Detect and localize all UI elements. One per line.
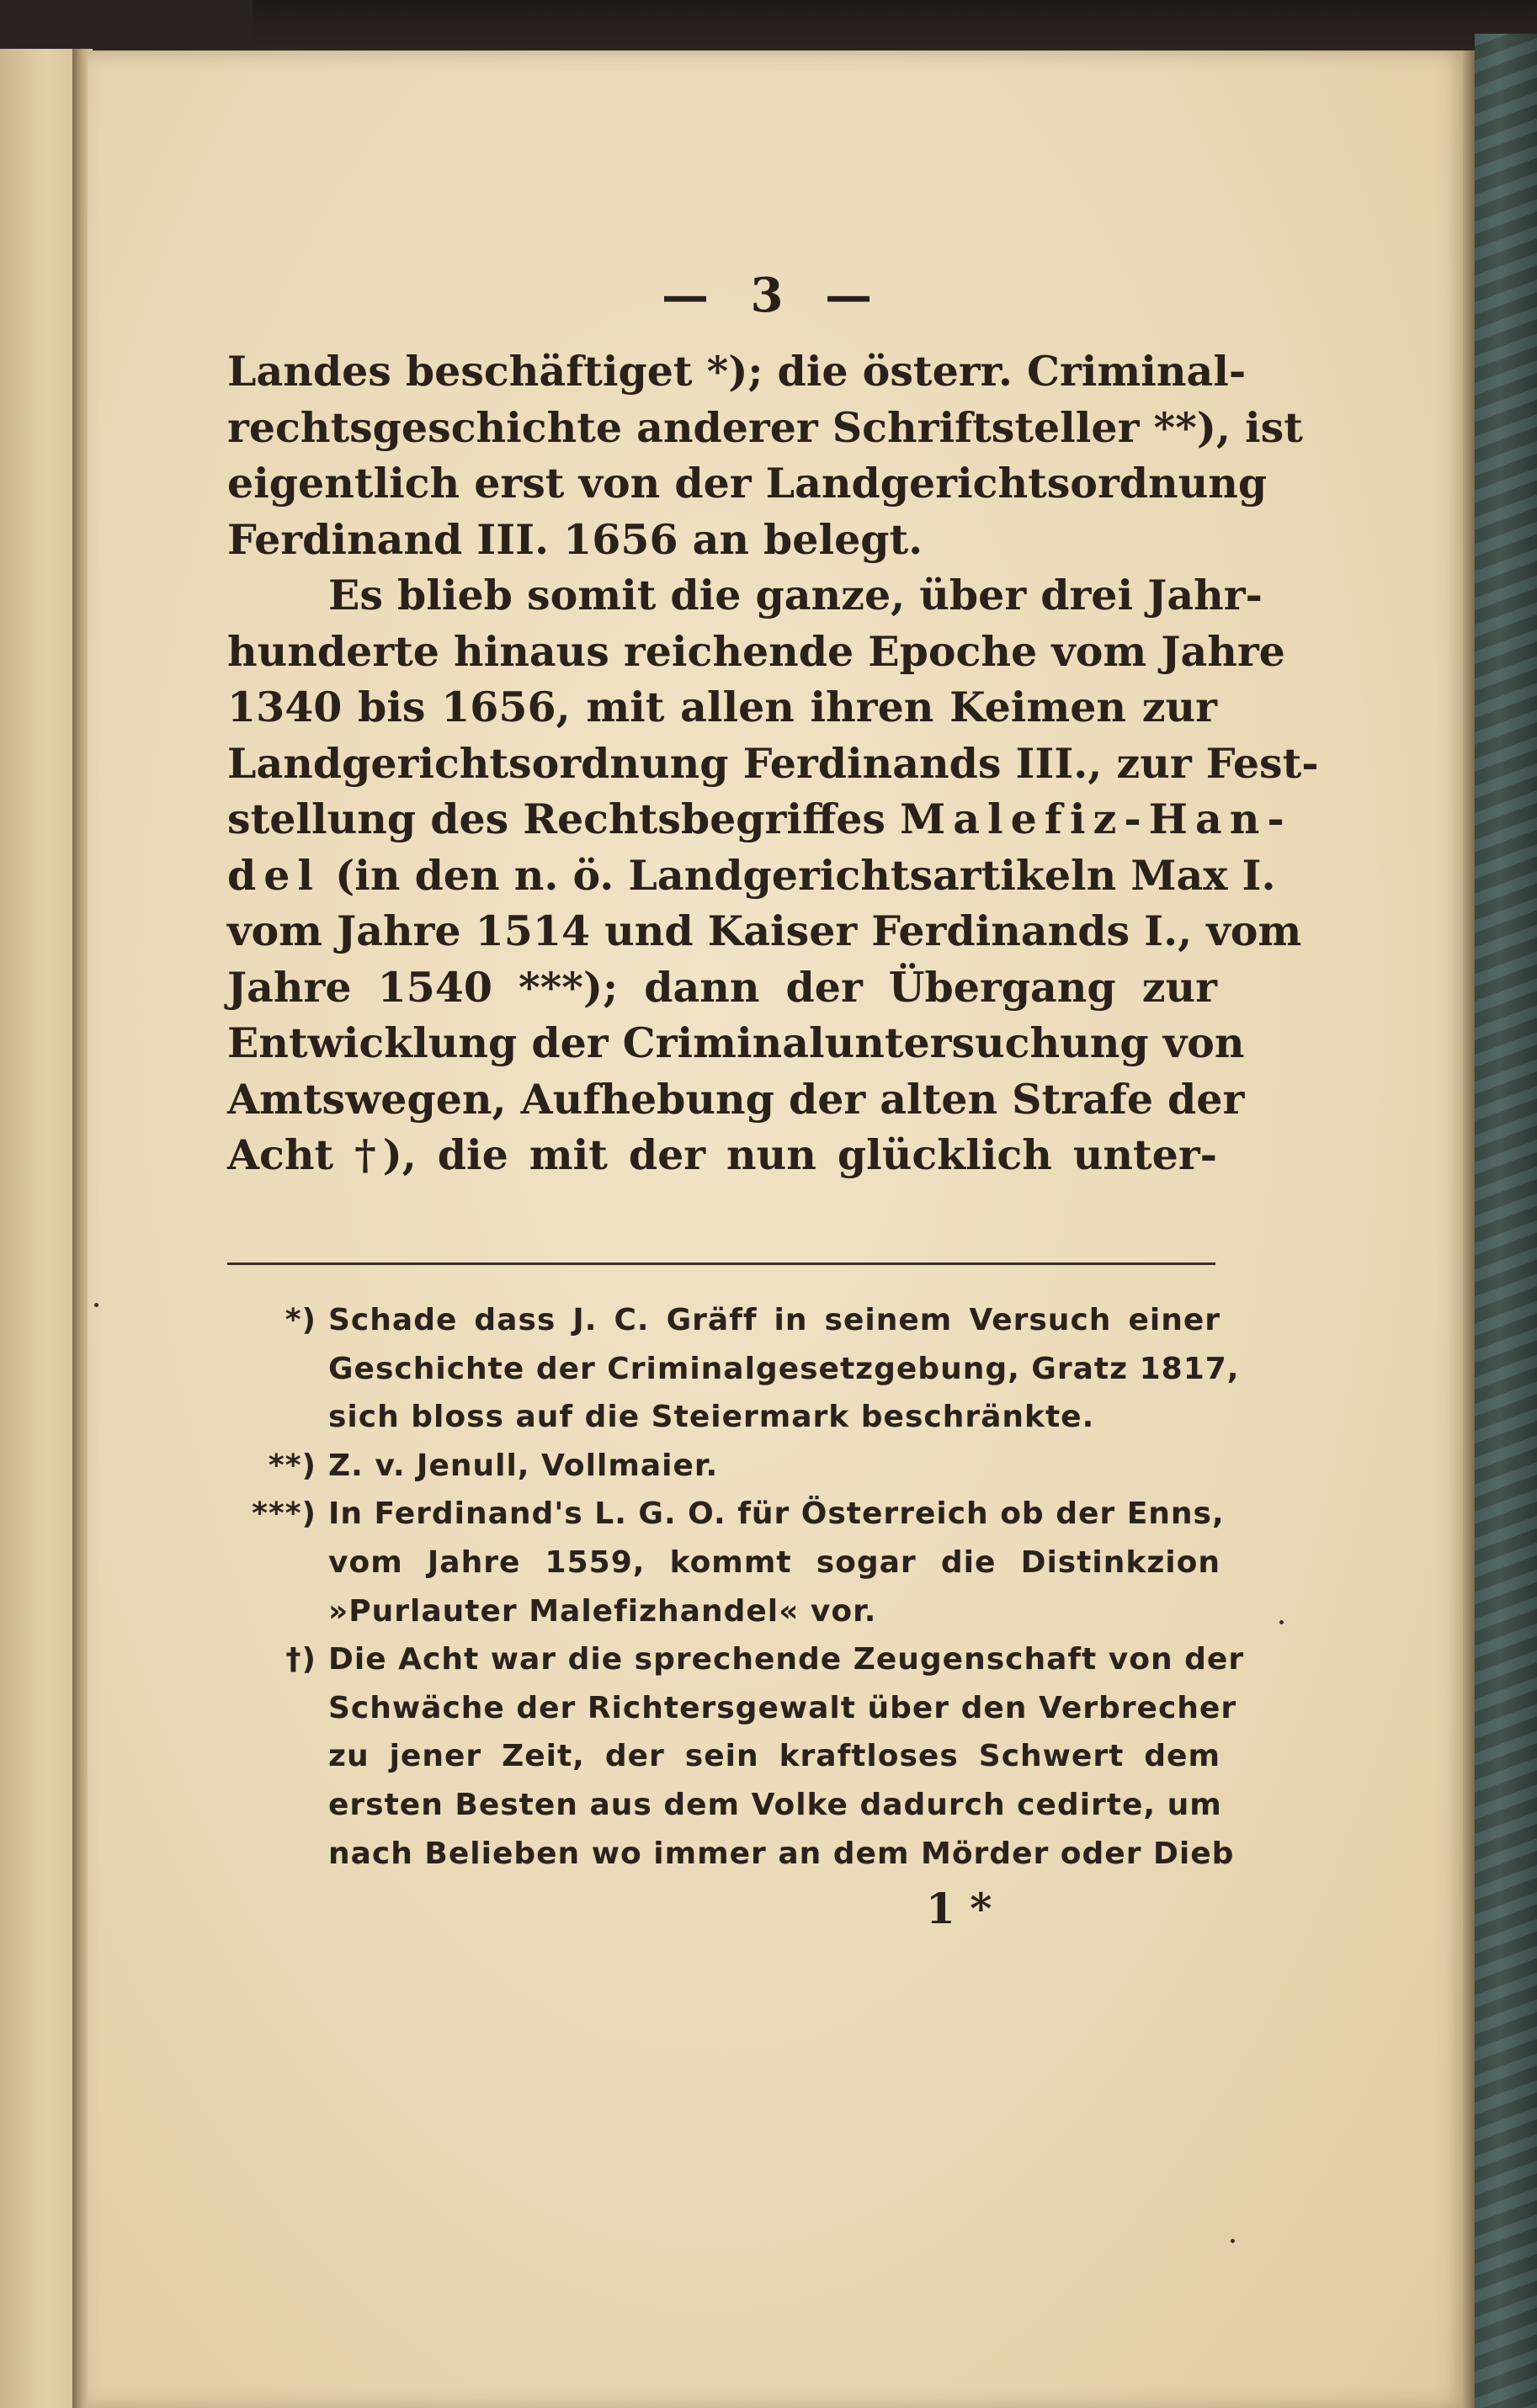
footnote-line: Schade dass J. C. Gräff in seinem Versuch einer: [328, 1303, 1221, 1337]
text-line: Landgerichtsordnung Ferdinands III., zur Fest-: [227, 738, 1319, 788]
main-text: [227, 343, 1319, 1183]
text-line: Landes beschäftiget *); die österr. Criminal-: [227, 347, 1247, 396]
footnote: [236, 1296, 1240, 1442]
text-line: vom Jahre 1514 und Kaiser Ferdinands I., vom: [227, 906, 1302, 955]
text-segment: (in den n. ö. Landgerichtsartikeln Max I.: [335, 850, 1276, 900]
footnote-line: nach Belieben wo immer an dem Mörder oder Dieb: [328, 1836, 1235, 1871]
text-line: rechtsgeschichte anderer Schriftsteller **), ist: [227, 402, 1303, 452]
header-dash-left: —: [662, 268, 713, 323]
paper-speck: [1279, 1620, 1284, 1624]
text-segment: stellung des Rechtsbegriffes: [227, 795, 886, 843]
scan-background-corner: [0, 0, 253, 47]
page-number: 3: [750, 268, 787, 323]
footnote-line: »Purlauter Malefizhandel« vor.: [328, 1593, 877, 1629]
footnote-mark: **): [268, 1448, 316, 1483]
text-line: Amtswegen, Aufhebung der alten Strafe der: [227, 1074, 1245, 1124]
footnotes: [236, 1296, 1245, 1878]
page-number-header: [0, 268, 1537, 323]
footnote-line: Schwäche der Richtersgewalt über den Verbrecher: [328, 1690, 1237, 1725]
text-line: Jahre 1540 ***); dann der Übergang zur: [227, 962, 1217, 1012]
facing-page-edge: [0, 49, 77, 2408]
text-line: Acht †), die mit der nun glücklich unter-: [227, 1130, 1217, 1179]
footnote-line: ersten Besten aus dem Volke dadurch cedirte, um: [328, 1787, 1222, 1822]
header-dash-right: —: [824, 268, 875, 323]
footnote-mark: ***): [252, 1496, 316, 1532]
footnote-divider: [227, 1262, 1215, 1265]
text-line: [227, 848, 1276, 904]
signature-mark: 1 *: [926, 1884, 992, 1933]
footnote-line: Die Acht war die sprechende Zeugenschaft von der: [328, 1642, 1245, 1677]
footnote: [236, 1490, 1225, 1635]
footnote-line: vom Jahre 1559, kommt sogar die Distinkzion: [328, 1544, 1221, 1580]
text-line: Ferdinand III. 1656 an belegt.: [227, 514, 923, 564]
text-line: Entwicklung der Criminaluntersuchung von: [227, 1018, 1245, 1067]
text-line: 1340 bis 1656, mit allen ihren Keimen zur: [227, 683, 1217, 731]
footnote-line: Geschichte der Criminalgesetzgebung, Gratz 1817,: [328, 1351, 1240, 1386]
paper-speck: [1231, 2239, 1235, 2243]
footnote-mark: *): [285, 1303, 316, 1337]
footnote: [236, 1635, 1245, 1878]
spaced-term: Malefiz-Han-: [900, 795, 1292, 843]
marbled-cover-edge: [1475, 34, 1537, 2408]
footnote-line: Z. v. Jenull, Vollmaier.: [328, 1448, 719, 1483]
footnote-line: In Ferdinand's L. G. O. für Österreich ob der Enns,: [328, 1496, 1225, 1532]
text-line: [227, 791, 1292, 848]
paper-speck: [94, 1303, 98, 1307]
footnote-line: zu jener Zeit, der sein kraftloses Schwert dem: [328, 1739, 1221, 1774]
paragraph-first-line: Es blieb somit die ganze, über drei Jahr-: [328, 571, 1263, 619]
text-line: eigentlich erst von der Landgerichtsordnung: [227, 459, 1268, 508]
footnote-mark: †): [285, 1642, 316, 1677]
text-line: hunderte hinaus reichende Epoche vom Jahre: [227, 626, 1285, 676]
spaced-term: del: [227, 850, 322, 900]
footnote-line: sich bloss auf die Steiermark beschränkte.: [328, 1400, 1095, 1435]
footnote: [236, 1442, 1221, 1491]
